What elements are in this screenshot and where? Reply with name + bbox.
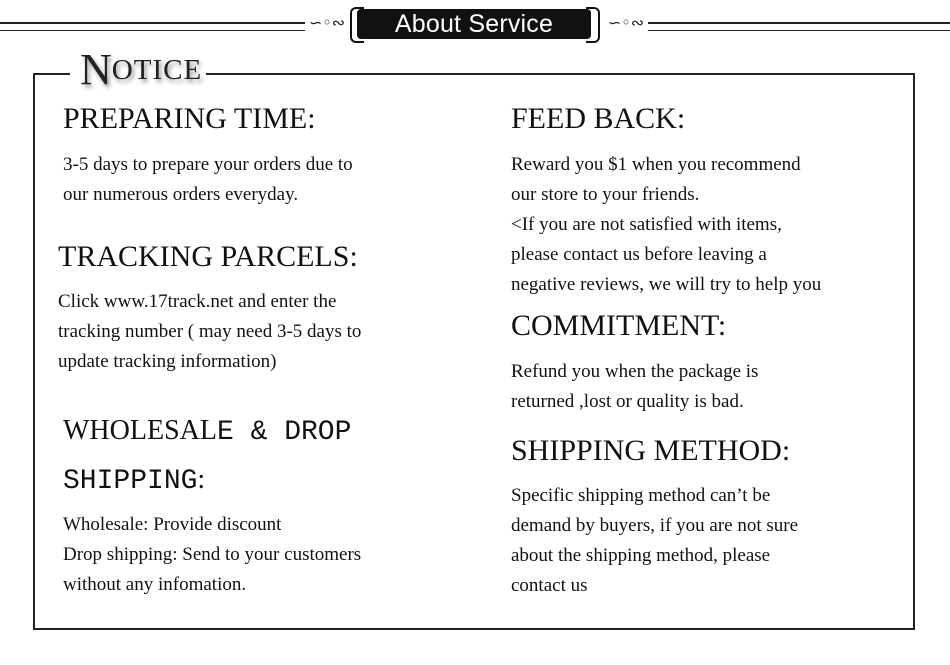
text-line: Click www.17track.net and enter the	[58, 291, 337, 312]
shipping-method-heading: SHIPPING METHOD:	[511, 434, 791, 467]
tracking-parcels-text	[58, 287, 361, 377]
notice-rest: OTICE	[111, 54, 203, 86]
feed-back-heading: FEED BACK:	[511, 102, 686, 135]
banner-rule-right	[648, 22, 950, 31]
wholesale-heading-part4: :	[197, 464, 206, 495]
text-line: Specific shipping method can’t be	[511, 485, 771, 506]
wholesale-text	[63, 510, 361, 600]
text-line: tracking number ( may need 3-5 days to	[58, 321, 362, 342]
banner-rule-left	[0, 22, 305, 31]
preparing-time-heading: PREPARING TIME:	[63, 102, 316, 135]
wholesale-heading-part1: WHOLESAL	[63, 415, 217, 446]
flourish-right-icon: ∽◦∾	[607, 13, 645, 32]
text-line: Refund you when the package is	[511, 361, 759, 382]
text-line: please contact us before leaving a	[511, 244, 767, 265]
text-line: Drop shipping: Send to your customers	[63, 544, 362, 565]
flourish-left-icon: ∽◦∾	[308, 13, 346, 32]
commitment-heading: COMMITMENT:	[511, 309, 727, 342]
wholesale-heading-line1	[63, 414, 351, 450]
shipping-method-text	[511, 481, 798, 601]
text-line: <If you are not satisfied with items,	[511, 214, 782, 235]
tracking-parcels-heading: TRACKING PARCELS:	[58, 240, 358, 273]
text-line: about the shipping method, please	[511, 545, 771, 566]
preparing-time-text	[63, 150, 353, 210]
commitment-text	[511, 357, 758, 417]
wholesale-heading-part2: E & DROP	[216, 417, 352, 448]
notice-label	[70, 45, 206, 94]
text-line: contact us	[511, 575, 588, 596]
text-line: our store to your friends.	[511, 184, 700, 205]
text-line: demand by buyers, if you are not sure	[511, 515, 799, 536]
wholesale-heading-part3: SHIPPING	[63, 466, 198, 497]
text-line: returned ,lost or quality is bad.	[511, 391, 744, 412]
wholesale-heading-line2	[63, 463, 205, 499]
banner-title: About Service	[357, 9, 591, 39]
text-line: negative reviews, we will try to help you	[511, 274, 822, 295]
text-line: Wholesale: Provide discount	[63, 514, 282, 535]
text-line: update tracking information)	[58, 351, 277, 372]
text-line: 3-5 days to prepare your orders due to	[63, 154, 353, 175]
text-line: our numerous orders everyday.	[63, 184, 299, 205]
feed-back-text	[511, 150, 821, 300]
banner-bracket-right	[586, 7, 600, 43]
text-line: without any infomation.	[63, 574, 247, 595]
notice-first-letter: N	[80, 45, 112, 94]
text-line: Reward you $1 when you recommend	[511, 154, 801, 175]
